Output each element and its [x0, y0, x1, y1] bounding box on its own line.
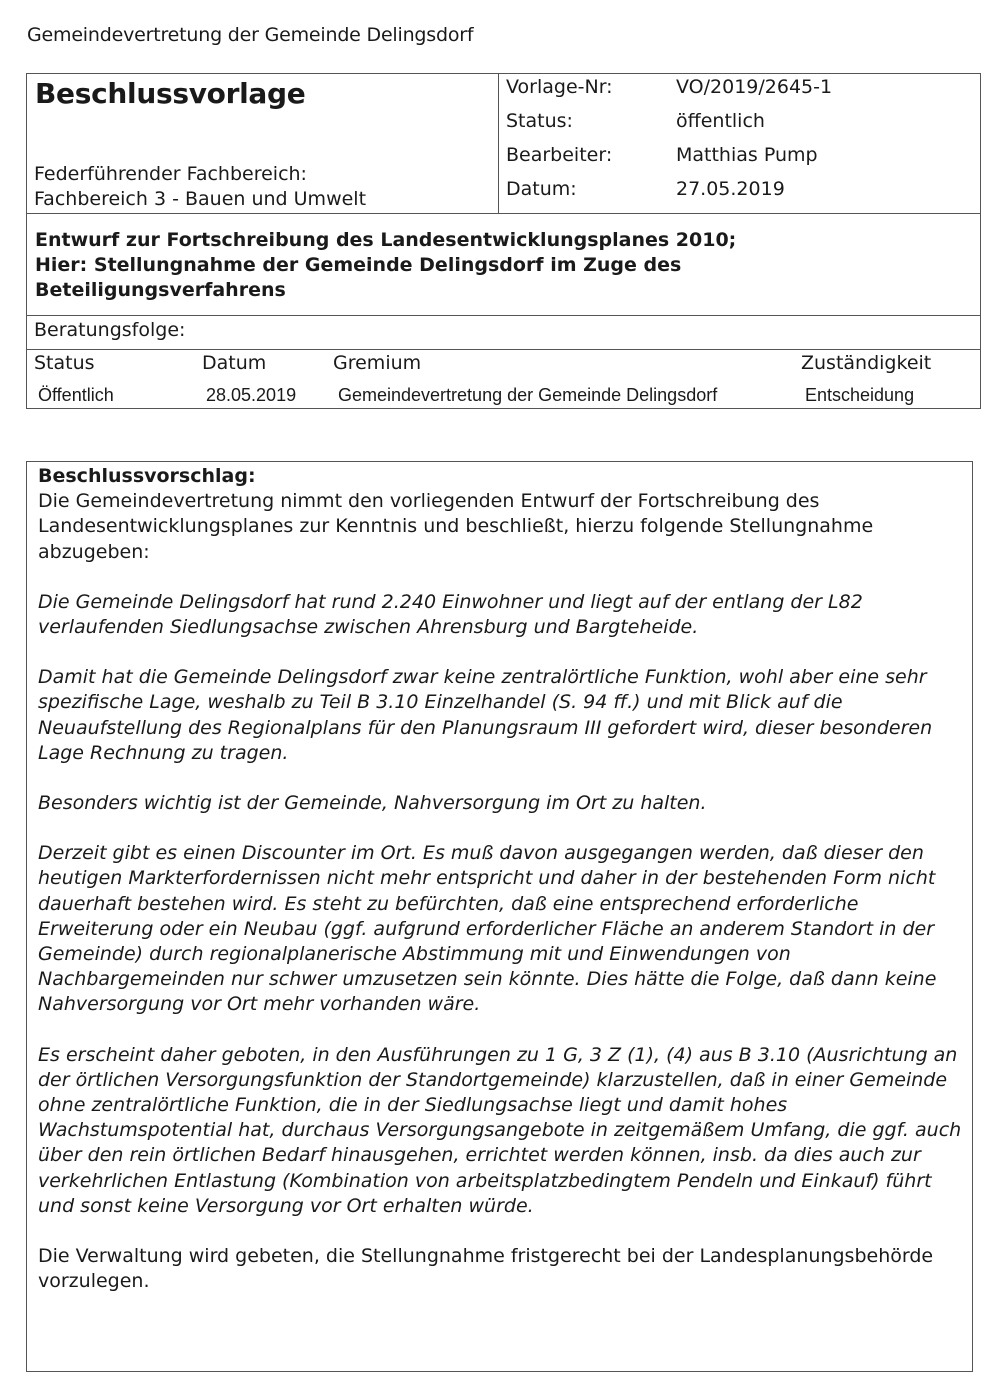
- statement-paragraph: Die Gemeinde Delingsdorf hat rund 2.240 Einwohner und liegt auf der entlang der L82 verlaufenden Siedlungsachse zwischen Ahrensburg und Bargteheide.: [38, 590, 863, 639]
- lead-department-value: Fachbereich 3 - Bauen und Umwelt: [34, 188, 367, 210]
- table-cell-datum: 28.05.2019: [206, 385, 297, 405]
- statement-paragraph: Damit hat die Gemeinde Delingsdorf zwar keine zentralörtliche Funktion, wohl aber eine sehr spezifische Lage, weshalb zu Teil B 3.10 Einzelhandel (S. 94 ff.) und mit Blick auf die Neuaufstellung des Regionalplans für den Planungsraum III gefordert wird, dieser besonderen Lage Rechnung zu tragen.: [38, 666, 933, 764]
- meta-label: Status:: [506, 110, 573, 132]
- subject-line: Beteiligungsverfahrens: [35, 279, 286, 301]
- column-header-zustaendigkeit: Zuständigkeit: [801, 352, 932, 374]
- meta-value: VO/2019/2645-1: [676, 76, 833, 98]
- table-cell-gremium: Gemeindevertretung der Gemeinde Delingsdorf: [338, 385, 718, 405]
- document-type-title: Beschlussvorlage: [35, 77, 306, 110]
- meta-label: Datum:: [506, 178, 577, 200]
- statement-paragraph: Es erscheint daher geboten, in den Ausführungen zu 1 G, 3 Z (1), (4) aus B 3.10 (Ausrichtung an der örtlichen Versorgungsfunktion der Standortgemeinde) klarzustellen, daß in einer Gemeinde ohne zentralörtliche Funktion, die in der Siedlungsachse liegt und damit hohes Wachstumspotential hat, durchaus Versorgungsangebote in zeitgemäßem Umfang, die ggf. auch über den rein örtlichen Bedarf hinausgehen, errichtet werden können, insb. da dies auch zur verkehrlichen Entlastung (Kombination von arbeitsplatzbedingtem Pendeln und Einkauf) führt und sonst keine Versorgung vor Ort erhalten würde.: [38, 1043, 962, 1217]
- header-top-section: [27, 74, 980, 214]
- header-left-cell: [27, 74, 499, 213]
- statement-paragraph: Derzeit gibt es einen Discounter im Ort. Es muß davon ausgegangen werden, daß dieser den heutigen Markterfordernissen nicht mehr entspricht und daher in der bestehenden Form nicht dauerhaft bestehen wird. Es steht zu befürchten, daß eine entsprechend erforderliche Erweiterung oder ein Neubau (ggf. aufgrund erforderlicher Fläche an anderem Standort in der Gemeinde) durch regionalplanerische Abstimmung mit und Einwendungen von Nachbargemeinden nur schwer umzusetzen sein könnte. Dies hätte die Folge, daß dann keine Nahversorgung vor Ort mehr vorhanden wäre.: [38, 842, 937, 1016]
- subject-line: Hier: Stellungnahme der Gemeinde Delingsdorf im Zuge des: [35, 254, 682, 276]
- beratungsfolge-table: [27, 350, 980, 410]
- proposal-intro: Die Gemeindevertretung nimmt den vorliegenden Entwurf der Fortschreibung des Landesentwicklungsplanes zur Kenntnis und beschließt, hierzu folgende Stellungnahme abzugeben:: [38, 490, 874, 563]
- statement-paragraph: Besonders wichtig ist der Gemeinde, Nahversorgung im Ort zu halten.: [38, 792, 707, 815]
- proposal-heading: Beschlussvorschlag:: [38, 465, 256, 487]
- document-header-table: [26, 73, 981, 409]
- beratungsfolge-label: Beratungsfolge:: [27, 316, 980, 350]
- column-header-datum: Datum: [202, 352, 267, 374]
- table-cell-zustaendigkeit: Entscheidung: [805, 385, 915, 405]
- subject-block: [27, 213, 980, 316]
- table-cell-status: Öffentlich: [38, 385, 114, 405]
- meta-label: Vorlage-Nr:: [506, 76, 613, 98]
- column-header-status: Status: [34, 352, 95, 374]
- proposal-box: [26, 461, 973, 1372]
- lead-department-label: Federführender Fachbereich:: [34, 163, 307, 185]
- meta-value: 27.05.2019: [676, 178, 785, 200]
- organization-header: Gemeindevertretung der Gemeinde Delingsdorf: [27, 24, 474, 46]
- meta-value: Matthias Pump: [676, 144, 818, 166]
- proposal-closing: Die Verwaltung wird gebeten, die Stellungnahme fristgerecht bei der Landesplanungsbehörde vorzulegen.: [38, 1245, 934, 1293]
- meta-label: Bearbeiter:: [506, 144, 613, 166]
- meta-value: öffentlich: [676, 110, 765, 132]
- subject-line: Entwurf zur Fortschreibung des Landesentwicklungsplanes 2010;: [35, 229, 737, 251]
- column-header-gremium: Gremium: [333, 352, 422, 374]
